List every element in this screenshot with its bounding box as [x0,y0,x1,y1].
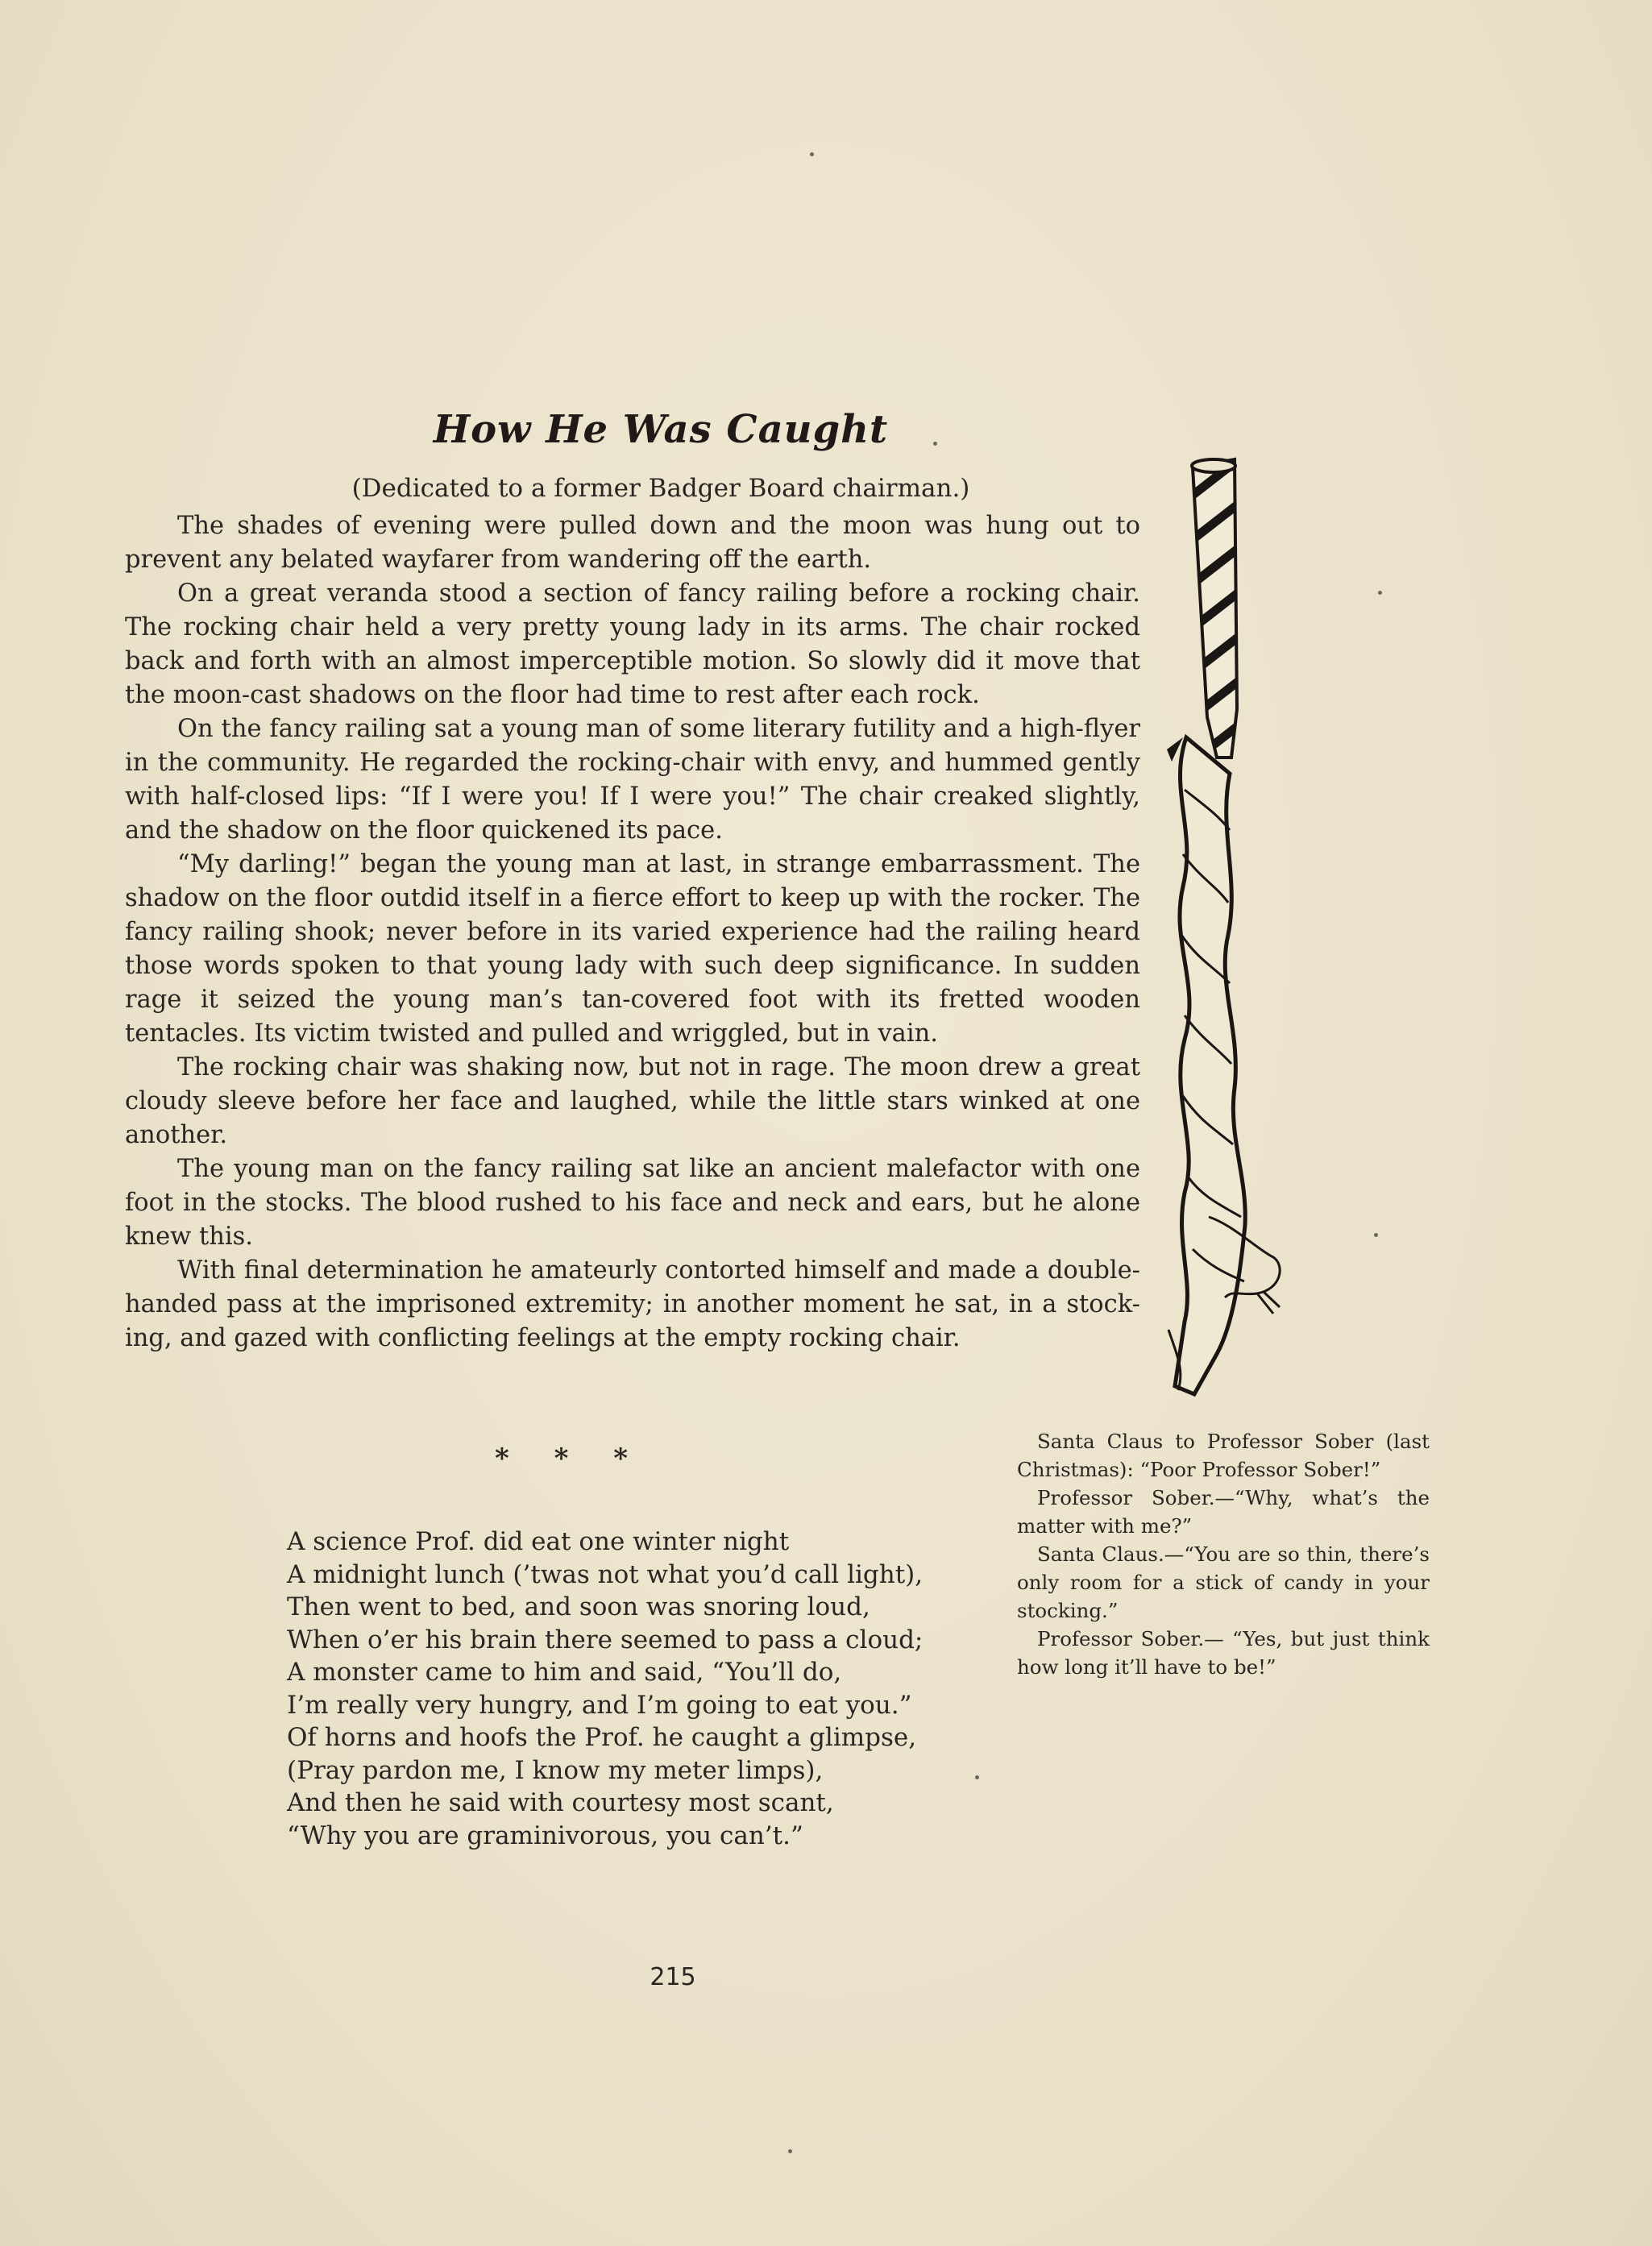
poem [287,1526,1012,1852]
paper-speck [788,2149,792,2153]
joke-line: Santa Claus.—“You are so thin, there’s only room for a stick of candy in your stocking.” [1017,1542,1430,1622]
poem-line: Then went to bed, and soon was snoring loud, [287,1592,870,1621]
story-paragraph: The shades of evening were pulled down and the moon was hung out to prevent any belated wayfarer from wandering off the earth. [125,512,1140,574]
paper-speck [1378,591,1382,595]
poem-line: Of horns and hoofs the Prof. he caught a glimpse, [287,1723,917,1752]
story-paragraph: On the fancy railing sat a young man of some literary futility and a high-flyer in the community. He regarded the rocking-chair with envy, and hummed gently with half-closed lips: “If I were you! If I were you!” The chair creaked slightly, and the shadow on the floor quickened its pace. [125,715,1140,845]
story-body [125,509,1140,1355]
story-paragraph: With final determination he amateurly contorted himself and made a double-handed pass at the imprisoned extremity; in another moment he sat, in a stock-ing, and gazed with conflicting feelings at the empty rocking chair. [125,1256,1140,1352]
story-paragraph: On a great veranda stood a section of fancy railing before a rocking chair. The rocking chair held a very pretty young lady in its arms. The chair rocked back and forth with an almost imperceptible motion. So slowly did it move that the moon-cast shadows on the floor had time to rest after each rock. [125,579,1140,709]
article-title: How He Was Caught [433,407,889,452]
dedication: (Dedicated to a former Badger Board chairman.) [351,474,970,503]
section-separator: * * * [494,1443,645,1475]
story-paragraph: The young man on the fancy railing sat like an ancient malefactor with one foot in the stocks. The blood rushed to his face and neck and ears, but he alone knew this. [125,1155,1140,1251]
poem-line: When o’er his brain there seemed to pass a cloud; [287,1625,924,1654]
poem-line: I’m really very hungry, and I’m going to eat you.” [287,1690,912,1720]
sidebar-joke [1017,1427,1430,1681]
paper-speck [1374,1233,1378,1237]
joke-line: Professor Sober.— “Yes, but just think how long it’ll have to be!” [1017,1627,1430,1679]
poem-line: “Why you are graminivorous, you can’t.” [287,1820,803,1850]
poem-line: (Pray pardon me, I know my meter limps), [287,1755,824,1785]
paper-speck [810,152,814,156]
page-number: 215 [650,1963,696,1991]
poem-line: And then he said with courtesy most scant, [287,1788,834,1817]
poem-line: A monster came to him and said, “You’ll do, [287,1658,842,1687]
joke-line: Santa Claus to Professor Sober (last Christmas): “Poor Professor Sober!” [1017,1430,1430,1481]
story-paragraph: “My darling!” began the young man at last, in strange embarrassment. The shadow on the floor outdid itself in a fierce effort to keep up with the rocker. The fancy railing shook; never before in its varied experience had the railing heard those words spoken to that young lady with such deep significance. In sudden rage it seized the young man’s tan-covered foot with its fretted wooden tentacles. Its victim twisted and pulled and wriggled, but in vain. [125,850,1140,1048]
joke-line: Professor Sober.—“Why, what’s the matter with me?” [1017,1486,1430,1538]
poem-line: A midnight lunch (’twas not what you’d call light), [287,1559,924,1589]
twisted-leg-illustration [1160,451,1297,1402]
story-paragraph: The rocking chair was shaking now, but not in rage. The moon drew a great cloudy sleeve before her face and laughed, while the little stars winked at one another. [125,1053,1140,1149]
poem-line: A science Prof. did eat one winter night [287,1527,790,1556]
